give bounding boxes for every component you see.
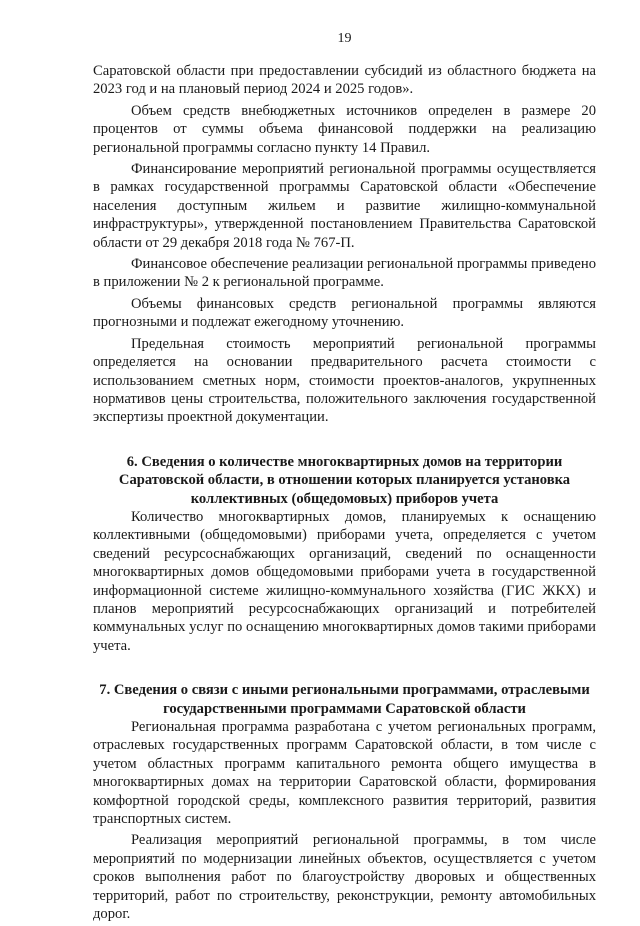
section-7-paragraph-implementation: Реализация мероприятий региональной программы, в том числе мероприятий по модернизации линейных объектов, осуществляется с учетом сроков выполнения работ по благоустройству дворовых и общественных территорий, работ по строительству, реконструкции, ремонту автомобильных дорог.: [93, 832, 596, 923]
paragraph-appendix-reference: Финансовое обеспечение реализации региональной программы приведено в приложении № 2 к региональной программе.: [93, 256, 596, 291]
paragraph-subsidies-continuation: Саратовской области при предоставлении субсидий из областного бюджета на 2023 год и на плановый период 2024 и 2025 годов».: [93, 63, 596, 98]
page-number: 19: [337, 31, 352, 46]
section-6-heading: 6. Сведения о количестве многоквартирных домов на территории Саратовской области, в отношении которых планируется установка коллективных (общедомовых) приборов учета: [118, 453, 571, 507]
section-7-paragraph-programs: Региональная программа разработана с учетом региональных программ, отраслевых государственных программ Саратовской области, в том числе с учетом областных программ капитального ремонта общего имущества в многоквартирных домах на территории Саратовской области, формирования комфортной городской среды, комплексного развития территорий, развития транспортных систем.: [93, 719, 596, 828]
section-7-heading: 7. Сведения о связи с иными региональными программами, отраслевыми государственными программами Саратовской области: [99, 682, 590, 717]
paragraph-forecast-volumes: Объемы финансовых средств региональной программы являются прогнозными и подлежат ежегодному уточнению.: [93, 295, 596, 331]
section-6-paragraph: Количество многоквартирных домов, планируемых к оснащению коллективными (общедомовыми) приборами учета, определяется с учетом сведений ресурсоснабжающих организаций, сведений по оснащенности многоквартирных домов общедомовыми приборами учета в государственной информационной системе жилищно-коммунального хозяйства (ГИС ЖКХ) и планов мероприятий ресурсоснабжающих организаций и потребителей коммунальных услуг по оснащению многоквартирных домов такими приборами учета.: [93, 508, 596, 654]
paragraph-cost-limit: Предельная стоимость мероприятий региональной программы определяется на основании предварительного расчета стоимости с использованием сметных норм, стоимости проектов-аналогов, укрупненных нормативов цены строительства, положительного заключения государственной экспертизы проектной документации.: [93, 335, 596, 426]
paragraph-extrabudgetary-sources: Объем средств внебюджетных источников определен в размере 20 процентов от суммы объема финансовой поддержки на реализацию региональной программы согласно пункту 14 Правил.: [93, 102, 596, 156]
document-page: [93, 30, 596, 926]
paragraph-financing-state-program: Финансирование мероприятий региональной программы осуществляется в рамках государственной программы Саратовской области «Обеспечение населения доступным жильем и развитие жилищно-коммунальной инфраструктуры», утвержденной постановлением Правительства Саратовской области от 29 декабря 2018 года № 767-П.: [93, 161, 596, 251]
